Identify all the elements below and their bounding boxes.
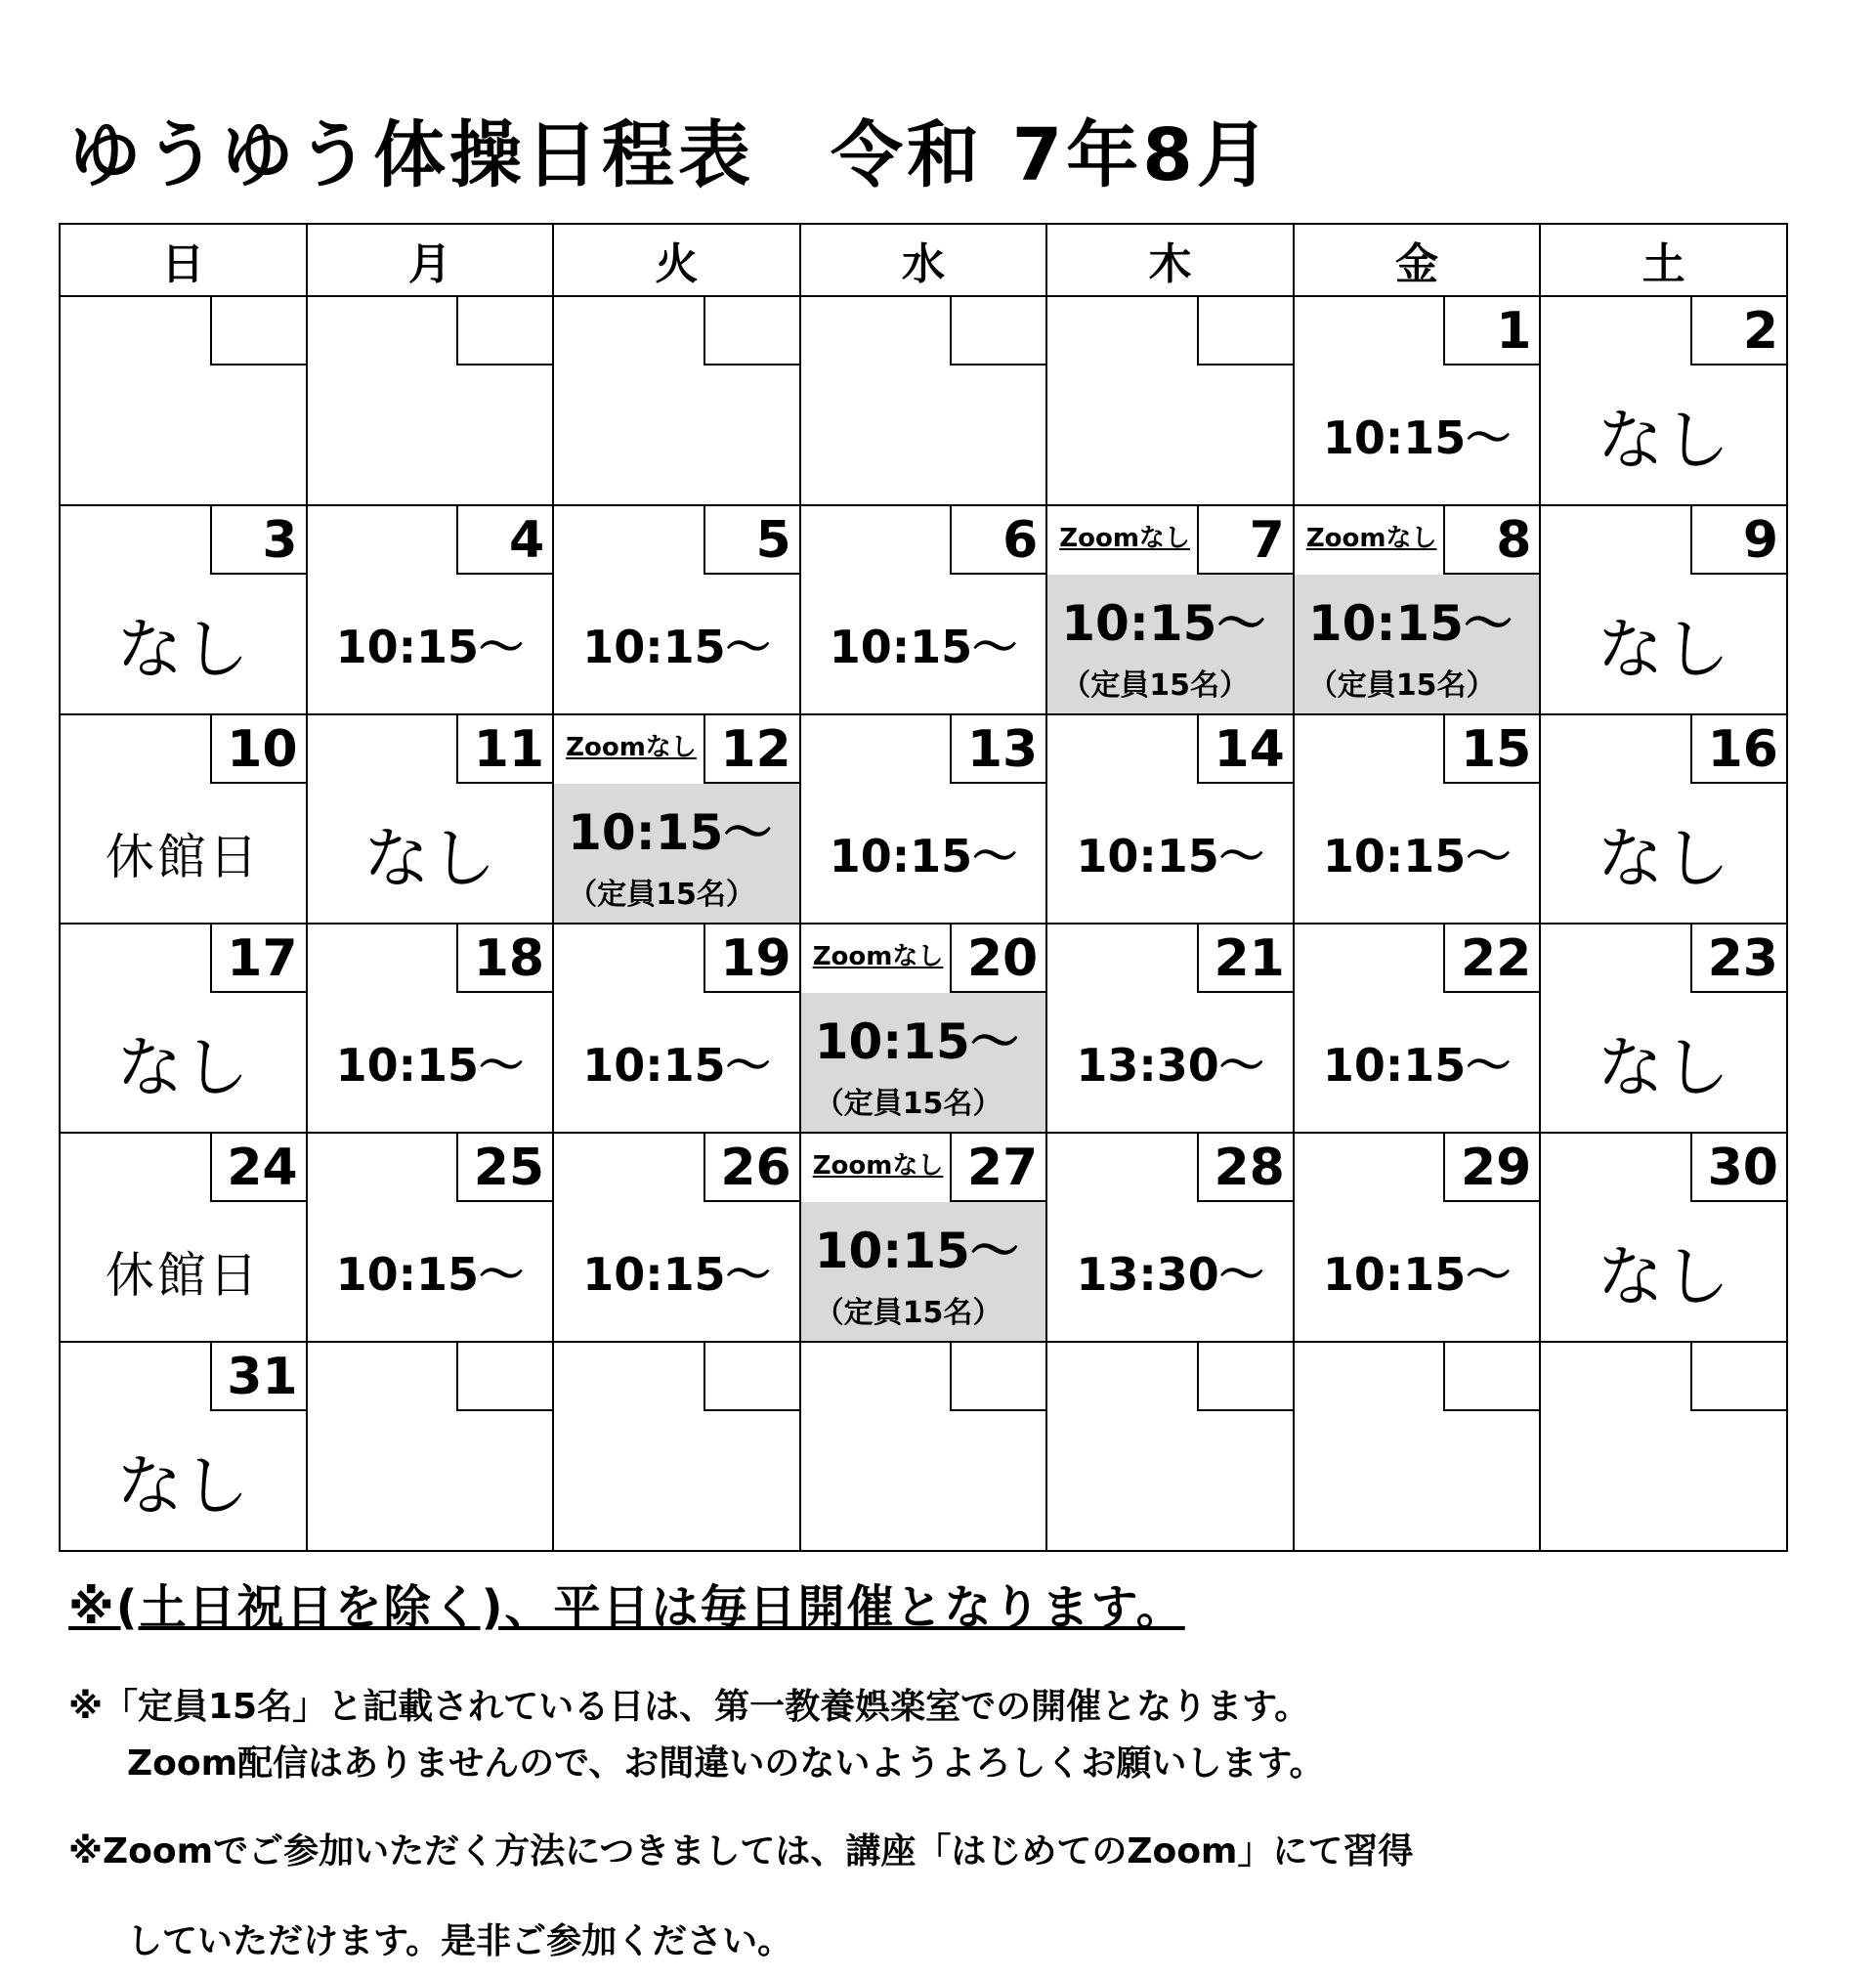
date-number: 5	[704, 506, 799, 575]
day-content	[61, 1202, 306, 1341]
session-time: 10:15～	[1322, 1248, 1512, 1301]
no-session-label: なし	[116, 611, 250, 689]
day-cell-11	[307, 714, 554, 924]
weekday-header: 土	[1540, 224, 1787, 296]
no-session-label: なし	[116, 1029, 250, 1107]
day-cell-24	[60, 1133, 307, 1342]
note-capacity: ※「定員15名」と記載されている日は、第一教養娯楽室での開催となります。	[68, 1687, 1310, 1727]
calendar-week-row	[60, 296, 1787, 505]
note-zoom-howto: ※Zoomでご参加いただく方法につきましては、講座「はじめてのZoom」にて習得	[68, 1831, 1414, 1871]
date-number: 13	[950, 715, 1045, 784]
weekday-header: 木	[1046, 224, 1294, 296]
date-number: 2	[1690, 297, 1786, 366]
no-session-label: なし	[1597, 820, 1730, 898]
capacity-label: （定員15名）	[1061, 668, 1249, 703]
session-time: 10:15～	[582, 1248, 771, 1301]
day-content	[61, 575, 306, 713]
no-session-label: なし	[116, 1447, 250, 1526]
date-number: 4	[456, 506, 552, 575]
date-number: 12	[704, 715, 799, 784]
date-number: 24	[210, 1134, 306, 1202]
day-content	[554, 575, 799, 713]
capacity-label: （定員15名）	[814, 1296, 1002, 1330]
capacity-label: （定員15名）	[568, 878, 755, 912]
day-content	[801, 784, 1046, 923]
day-cell-4	[307, 505, 554, 714]
empty-day-cell	[1294, 1342, 1541, 1551]
zoom-none-tag: Zoomなし	[812, 942, 944, 971]
date-number: 8	[1443, 506, 1539, 575]
date-number: 6	[950, 506, 1045, 575]
session-time: 13:30～	[1076, 1039, 1264, 1092]
session-time: 10:15～	[1322, 830, 1512, 882]
date-number	[456, 1343, 552, 1411]
day-content	[1295, 366, 1540, 504]
calendar-body	[60, 296, 1787, 1551]
empty-day-cell	[307, 296, 554, 505]
day-cell-23	[1540, 924, 1787, 1133]
date-number	[1197, 1343, 1293, 1411]
date-number	[456, 297, 552, 366]
closed-day-label: 休館日	[105, 1247, 261, 1304]
day-content	[554, 784, 799, 923]
session-time: 10:15～	[1307, 595, 1513, 652]
calendar-week-row	[60, 1133, 1787, 1342]
date-number: 10	[210, 715, 306, 784]
session-time: 10:15～	[814, 1013, 1019, 1070]
empty-day-cell	[800, 1342, 1047, 1551]
weekday-header-row	[60, 224, 1787, 296]
day-cell-18	[307, 924, 554, 1133]
day-content	[61, 784, 306, 923]
session-time: 10:15～	[814, 1223, 1019, 1279]
weekday-header: 金	[1294, 224, 1541, 296]
day-cell-5	[553, 505, 800, 714]
session-time: 10:15～	[335, 1039, 525, 1092]
day-cell-9	[1540, 505, 1787, 714]
day-cell-31	[60, 1342, 307, 1551]
title-main: ゆうゆう体操日程表	[68, 113, 754, 197]
session-time: 10:15～	[1076, 830, 1264, 882]
date-number	[210, 297, 306, 366]
day-content	[1295, 575, 1540, 713]
date-number	[1690, 1343, 1786, 1411]
date-number: 25	[456, 1134, 552, 1202]
day-cell-19	[553, 924, 800, 1133]
day-cell-1	[1294, 296, 1541, 505]
empty-day-cell	[553, 296, 800, 505]
date-number: 27	[950, 1134, 1045, 1202]
day-cell-30	[1540, 1133, 1787, 1342]
calendar-week-row	[60, 505, 1787, 714]
day-cell-17	[60, 924, 307, 1133]
day-content	[1047, 575, 1293, 713]
day-content	[1541, 1202, 1786, 1341]
day-cell-26	[553, 1133, 800, 1342]
date-number: 29	[1443, 1134, 1539, 1202]
session-time: 10:15～	[582, 1039, 771, 1092]
no-session-label: なし	[1597, 1238, 1730, 1316]
weekday-header: 月	[307, 224, 554, 296]
title-era: 令和 7年8月	[831, 113, 1273, 197]
empty-day-cell	[60, 296, 307, 505]
empty-day-cell	[1046, 296, 1294, 505]
day-content	[1047, 1202, 1293, 1341]
date-number: 21	[1197, 925, 1293, 993]
date-number: 7	[1197, 506, 1293, 575]
day-content	[308, 575, 553, 713]
day-content	[1295, 993, 1540, 1132]
day-cell-14	[1046, 714, 1294, 924]
date-number: 22	[1443, 925, 1539, 993]
date-number: 9	[1690, 506, 1786, 575]
calendar-week-row	[60, 1342, 1787, 1551]
day-content	[308, 784, 553, 923]
date-number: 3	[210, 506, 306, 575]
date-number: 17	[210, 925, 306, 993]
date-number	[950, 297, 1045, 366]
capacity-label: （定員15名）	[1307, 668, 1496, 703]
day-cell-21	[1046, 924, 1294, 1133]
note-no-zoom: Zoom配信はありませんので、お間違いのないようよろしくお願いします。	[127, 1743, 1325, 1784]
day-content	[1047, 784, 1293, 923]
date-number	[704, 297, 799, 366]
day-cell-6	[800, 505, 1047, 714]
day-cell-25	[307, 1133, 554, 1342]
day-cell-3	[60, 505, 307, 714]
capacity-label: （定員15名）	[814, 1087, 1002, 1121]
empty-day-cell	[1540, 1342, 1787, 1551]
day-cell-13	[800, 714, 1047, 924]
calendar-table	[59, 223, 1788, 1552]
day-content	[554, 1202, 799, 1341]
session-time: 10:15～	[335, 621, 525, 673]
session-time: 10:15～	[568, 804, 773, 861]
day-cell-29	[1294, 1133, 1541, 1342]
date-number: 16	[1690, 715, 1786, 784]
no-session-label: なし	[1597, 402, 1730, 480]
weekday-header: 水	[800, 224, 1047, 296]
day-cell-20	[800, 924, 1047, 1133]
no-session-label: なし	[1597, 611, 1730, 689]
date-number: 28	[1197, 1134, 1293, 1202]
day-cell-15	[1294, 714, 1541, 924]
no-session-label: なし	[362, 820, 496, 898]
day-content	[1047, 993, 1293, 1132]
empty-day-cell	[307, 1342, 554, 1551]
day-cell-12	[553, 714, 800, 924]
closed-day-label: 休館日	[105, 829, 261, 885]
date-number: 1	[1443, 297, 1539, 366]
session-time: 13:30～	[1076, 1248, 1264, 1301]
session-time: 10:15～	[1322, 1039, 1512, 1092]
day-content	[1541, 784, 1786, 923]
date-number: 15	[1443, 715, 1539, 784]
date-number: 18	[456, 925, 552, 993]
date-number	[1197, 297, 1293, 366]
session-time: 10:15～	[582, 621, 771, 673]
day-cell-28	[1046, 1133, 1294, 1342]
date-number	[950, 1343, 1045, 1411]
day-cell-16	[1540, 714, 1787, 924]
zoom-none-tag: Zoomなし	[812, 1151, 944, 1181]
day-cell-22	[1294, 924, 1541, 1133]
date-number: 26	[704, 1134, 799, 1202]
day-content	[308, 1202, 553, 1341]
empty-day-cell	[553, 1342, 800, 1551]
day-content	[801, 1202, 1046, 1341]
date-number	[704, 1343, 799, 1411]
date-number: 23	[1690, 925, 1786, 993]
weekday-header: 日	[60, 224, 307, 296]
day-content	[1295, 784, 1540, 923]
date-number: 31	[210, 1343, 306, 1411]
empty-day-cell	[1046, 1342, 1294, 1551]
day-cell-7	[1046, 505, 1294, 714]
day-cell-8	[1294, 505, 1541, 714]
date-number: 11	[456, 715, 552, 784]
day-content	[308, 993, 553, 1132]
day-content	[1295, 1202, 1540, 1341]
session-time: 10:15～	[1322, 411, 1512, 464]
session-time: 10:15～	[829, 621, 1018, 673]
weekday-header: 火	[553, 224, 800, 296]
day-content	[1541, 993, 1786, 1132]
calendar-week-row	[60, 924, 1787, 1133]
session-time: 10:15～	[1061, 595, 1266, 652]
session-time: 10:15～	[335, 1248, 525, 1301]
note-weekdays: ※(土日祝日を除く)、平日は毎日開催となります。	[68, 1580, 1185, 1635]
calendar-week-row	[60, 714, 1787, 924]
date-number: 30	[1690, 1134, 1786, 1202]
date-number: 20	[950, 925, 1045, 993]
zoom-none-tag: Zoomなし	[1059, 524, 1190, 553]
day-cell-27	[800, 1133, 1047, 1342]
date-number: 14	[1197, 715, 1293, 784]
note-zoom-howto-cont: していただけます。是非ご参加ください。	[127, 1921, 793, 1961]
day-content	[554, 993, 799, 1132]
day-content	[801, 575, 1046, 713]
zoom-none-tag: Zoomなし	[566, 733, 697, 762]
day-content	[801, 993, 1046, 1132]
date-number: 19	[704, 925, 799, 993]
session-time: 10:15～	[829, 830, 1018, 882]
empty-day-cell	[800, 296, 1047, 505]
page-title	[68, 98, 1273, 201]
no-session-label: なし	[1597, 1029, 1730, 1107]
day-cell-10	[60, 714, 307, 924]
day-cell-2	[1540, 296, 1787, 505]
day-content	[61, 1411, 306, 1550]
zoom-none-tag: Zoomなし	[1305, 524, 1437, 553]
day-content	[1541, 366, 1786, 504]
day-content	[61, 993, 306, 1132]
date-number	[1443, 1343, 1539, 1411]
day-content	[1541, 575, 1786, 713]
